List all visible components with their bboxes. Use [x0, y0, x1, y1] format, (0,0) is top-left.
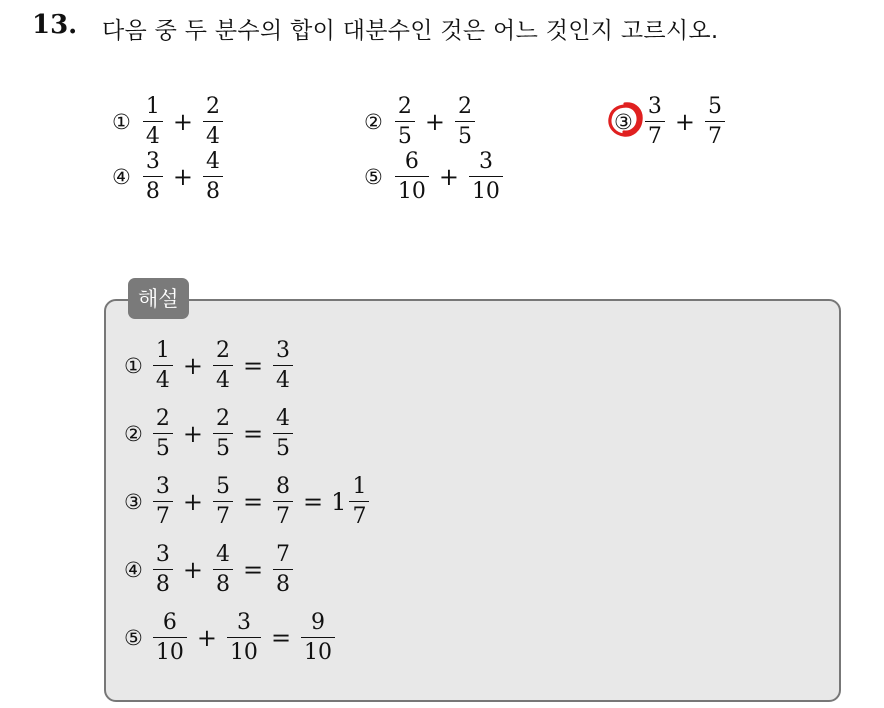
choice-marker: ④ — [112, 165, 131, 189]
solution-marker: ⑤ — [124, 626, 143, 650]
choice-marker: ② — [364, 110, 383, 134]
equals-sign: = — [242, 556, 264, 584]
plus-sign: + — [196, 624, 217, 652]
choice-marker: ③ — [614, 110, 633, 134]
fraction: $\frac{3}{10}$ — [469, 151, 503, 203]
plus-sign: + — [424, 108, 445, 136]
selection-circle-mark — [605, 100, 645, 140]
choice-marker: ⑤ — [364, 165, 383, 189]
fraction: $\frac{2}{5}$ — [395, 96, 415, 148]
choice-3[interactable] — [614, 96, 727, 148]
solution-marker: ③ — [124, 490, 143, 514]
fraction: $\frac{9}{10}$ — [301, 612, 335, 664]
mixed-number-whole: 1 — [331, 488, 347, 516]
fraction: $\frac{5}{7}$ — [213, 476, 233, 528]
fraction: $\frac{3}{8}$ — [143, 151, 163, 203]
fraction: $\frac{3}{10}$ — [227, 612, 261, 664]
choice-1[interactable] — [112, 96, 225, 148]
choice-5[interactable] — [364, 151, 505, 203]
fraction: $\frac{5}{7}$ — [705, 96, 725, 148]
choice-4[interactable] — [112, 151, 225, 203]
fraction: $\frac{2}{4}$ — [203, 96, 223, 148]
plus-sign: + — [172, 108, 193, 136]
fraction: $\frac{3}{7}$ — [645, 96, 665, 148]
solution-tag: 해설 — [128, 278, 189, 319]
fraction: $\frac{3}{8}$ — [153, 544, 173, 596]
equals-sign: = — [270, 624, 292, 652]
plus-sign: + — [172, 163, 193, 191]
question-number: 13. — [32, 10, 78, 40]
fraction: $\frac{3}{4}$ — [273, 340, 293, 392]
choice-marker: ① — [112, 110, 131, 134]
fraction: $\frac{6}{10}$ — [153, 612, 187, 664]
equals-sign: = — [242, 488, 264, 516]
solution-line-4 — [124, 544, 295, 596]
fraction: $\frac{6}{10}$ — [395, 151, 429, 203]
plus-sign: + — [182, 352, 203, 380]
fraction: $\frac{7}{8}$ — [273, 544, 293, 596]
solution-line-1 — [124, 340, 295, 392]
solution-marker: ④ — [124, 558, 143, 582]
solution-line-2 — [124, 408, 295, 460]
plus-sign: + — [674, 108, 695, 136]
solution-marker: ② — [124, 422, 143, 446]
solution-line-5 — [124, 612, 337, 664]
solution-marker: ① — [124, 354, 143, 378]
fraction: $\frac{4}{8}$ — [213, 544, 233, 596]
plus-sign: + — [182, 420, 203, 448]
fraction: $\frac{1}{7}$ — [349, 476, 369, 528]
fraction: $\frac{8}{7}$ — [273, 476, 293, 528]
solution-line-3 — [124, 476, 371, 528]
fraction: $\frac{2}{4}$ — [213, 340, 233, 392]
fraction: $\frac{1}{4}$ — [143, 96, 163, 148]
equals-sign: = — [303, 488, 324, 516]
fraction: $\frac{1}{4}$ — [153, 340, 173, 392]
choice-2[interactable] — [364, 96, 477, 148]
fraction: $\frac{4}{8}$ — [203, 151, 223, 203]
plus-sign: + — [182, 556, 203, 584]
plus-sign: + — [438, 163, 459, 191]
plus-sign: + — [182, 488, 203, 516]
fraction: $\frac{4}{5}$ — [273, 408, 293, 460]
fraction: $\frac{2}{5}$ — [153, 408, 173, 460]
equals-sign: = — [242, 420, 264, 448]
equals-sign: = — [242, 352, 264, 380]
fraction: $\frac{3}{7}$ — [153, 476, 173, 528]
question-text: 다음 중 두 분수의 합이 대분수인 것은 어느 것인지 고르시오. — [102, 18, 719, 44]
fraction: $\frac{2}{5}$ — [455, 96, 475, 148]
fraction: $\frac{2}{5}$ — [213, 408, 233, 460]
